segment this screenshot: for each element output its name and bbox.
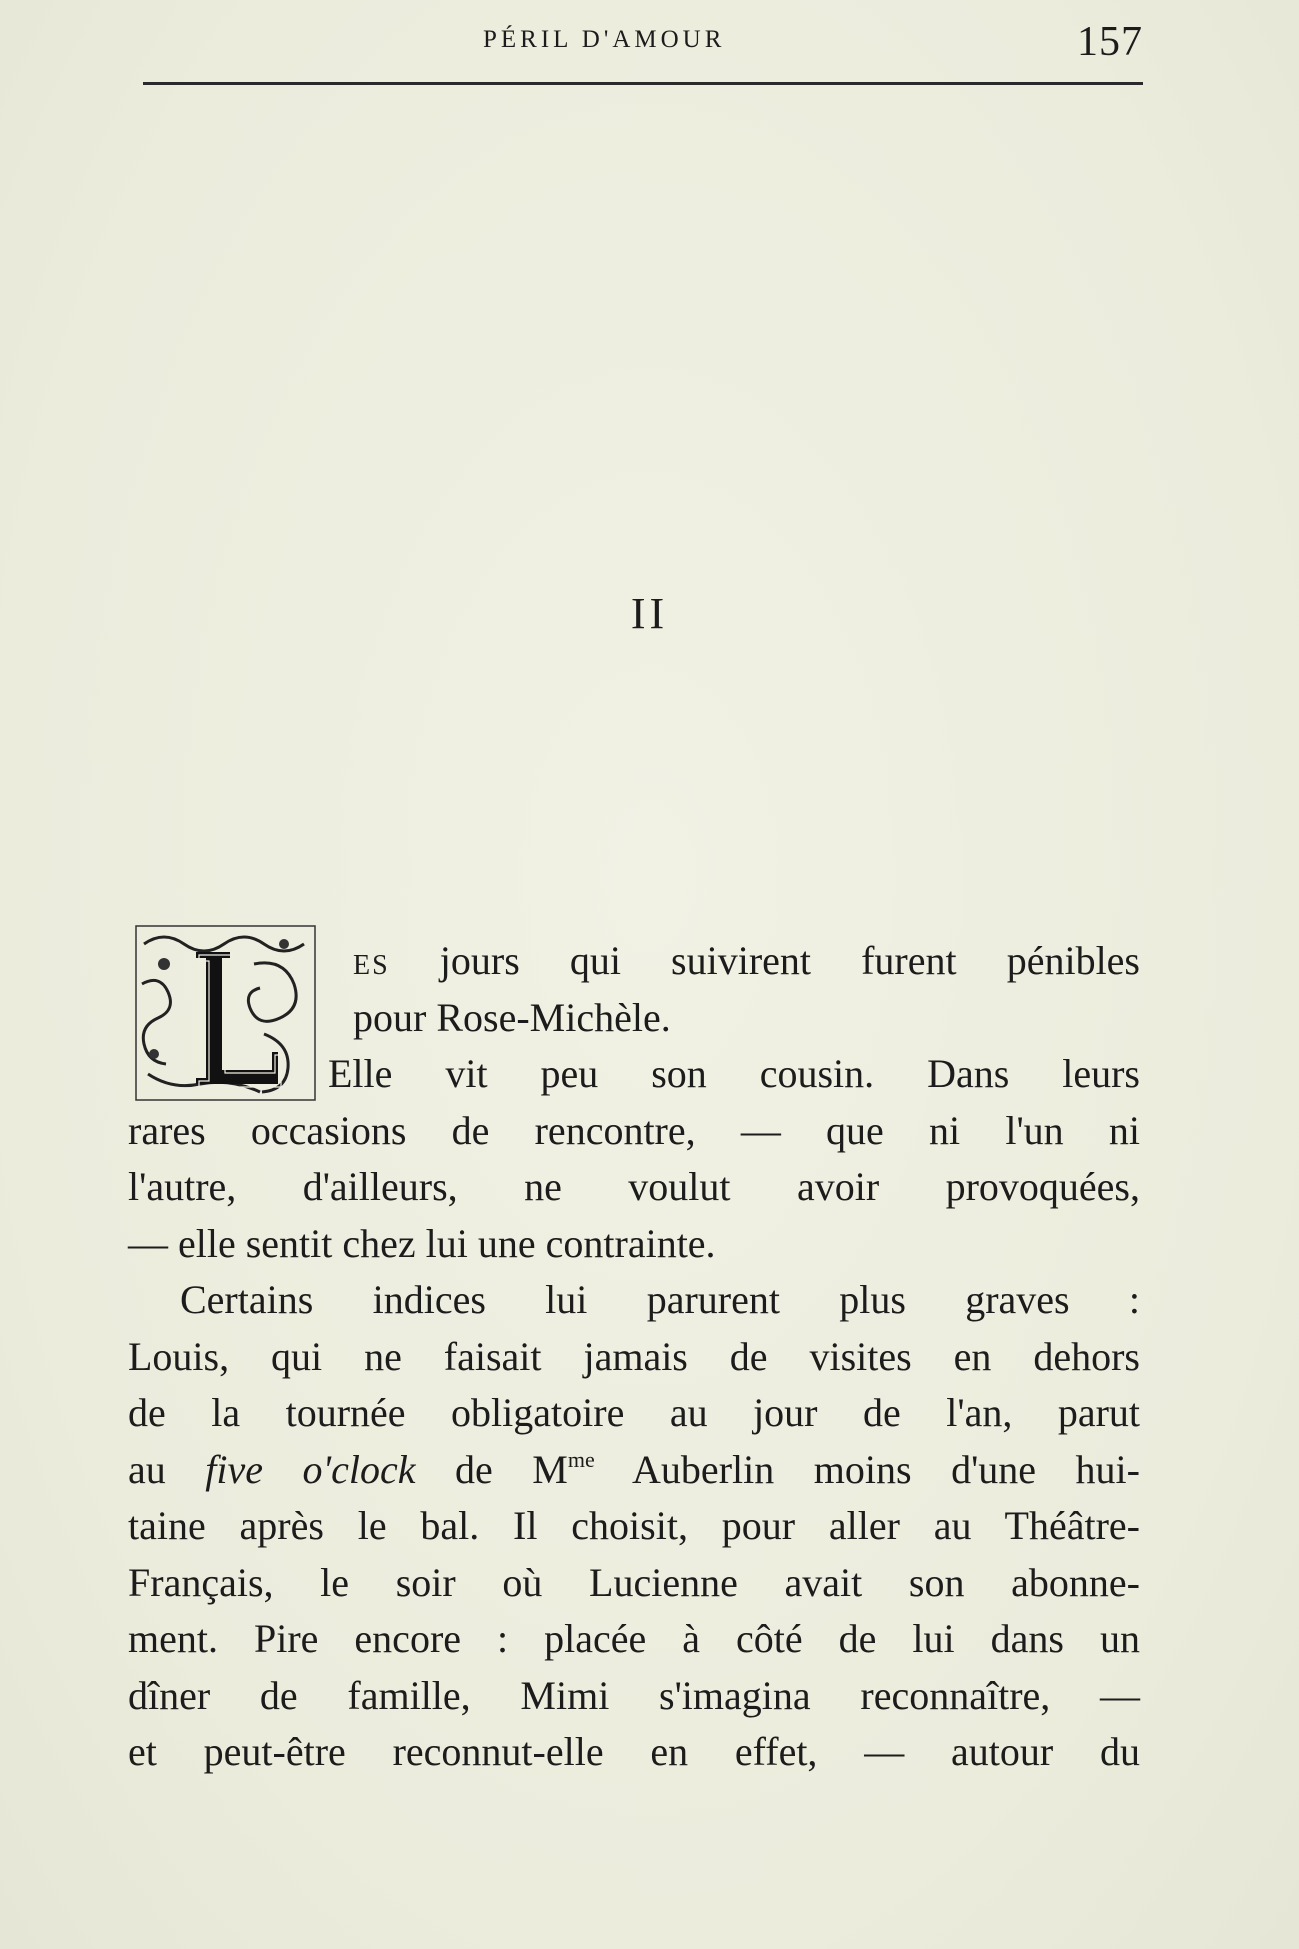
text-line xyxy=(128,1442,1140,1499)
text-fragment: jours qui suivirent furent pénibles xyxy=(389,938,1140,983)
text-fragment: au xyxy=(128,1446,206,1492)
text-line: pour Rose-Michèle. xyxy=(353,994,671,1040)
running-head xyxy=(143,18,1143,68)
text-line: dîner de famille, Mimi s'imagina reconnaître, — xyxy=(128,1672,1140,1718)
header-rule xyxy=(143,82,1143,85)
body-text xyxy=(128,933,1140,1781)
text-line: rares occasions de rencontre, — que ni l'un ni xyxy=(128,1107,1140,1153)
page-number: 157 xyxy=(1077,19,1143,65)
italic-phrase: five o'clock xyxy=(205,1446,416,1492)
text-fragment: Auberlin moins d'une hui- xyxy=(594,1446,1140,1492)
text-line: et peut-être reconnut-elle en effet, — autour du xyxy=(128,1729,1140,1774)
text-line: Français, le soir où Lucienne avait son abonne- xyxy=(128,1559,1140,1605)
text-line: ment. Pire encore : placée à côté de lui dans un xyxy=(128,1616,1140,1661)
text-line: Louis, qui ne faisait jamais de visites en dehors xyxy=(128,1333,1140,1379)
text-line: l'autre, d'ailleurs, ne voulut avoir provoquées, xyxy=(128,1164,1140,1209)
text-line: — elle sentit chez lui une contrainte. xyxy=(128,1220,716,1266)
text-line: de la tournée obligatoire au jour de l'an, parut xyxy=(128,1390,1140,1435)
text-line: Elle vit peu son cousin. Dans leurs xyxy=(328,1051,1140,1096)
chapter-number: II xyxy=(630,589,669,638)
text-fragment: de M xyxy=(415,1446,568,1492)
text-line xyxy=(353,933,1140,990)
superscript: me xyxy=(567,1446,595,1472)
text-line: Certains indices lui parurent plus graves : xyxy=(180,1277,1140,1322)
running-title: PÉRIL D'AMOUR xyxy=(483,26,726,53)
text-line: taine après le bal. Il choisit, pour aller au Théâtre- xyxy=(128,1503,1140,1548)
small-caps-lead: es xyxy=(353,938,390,983)
